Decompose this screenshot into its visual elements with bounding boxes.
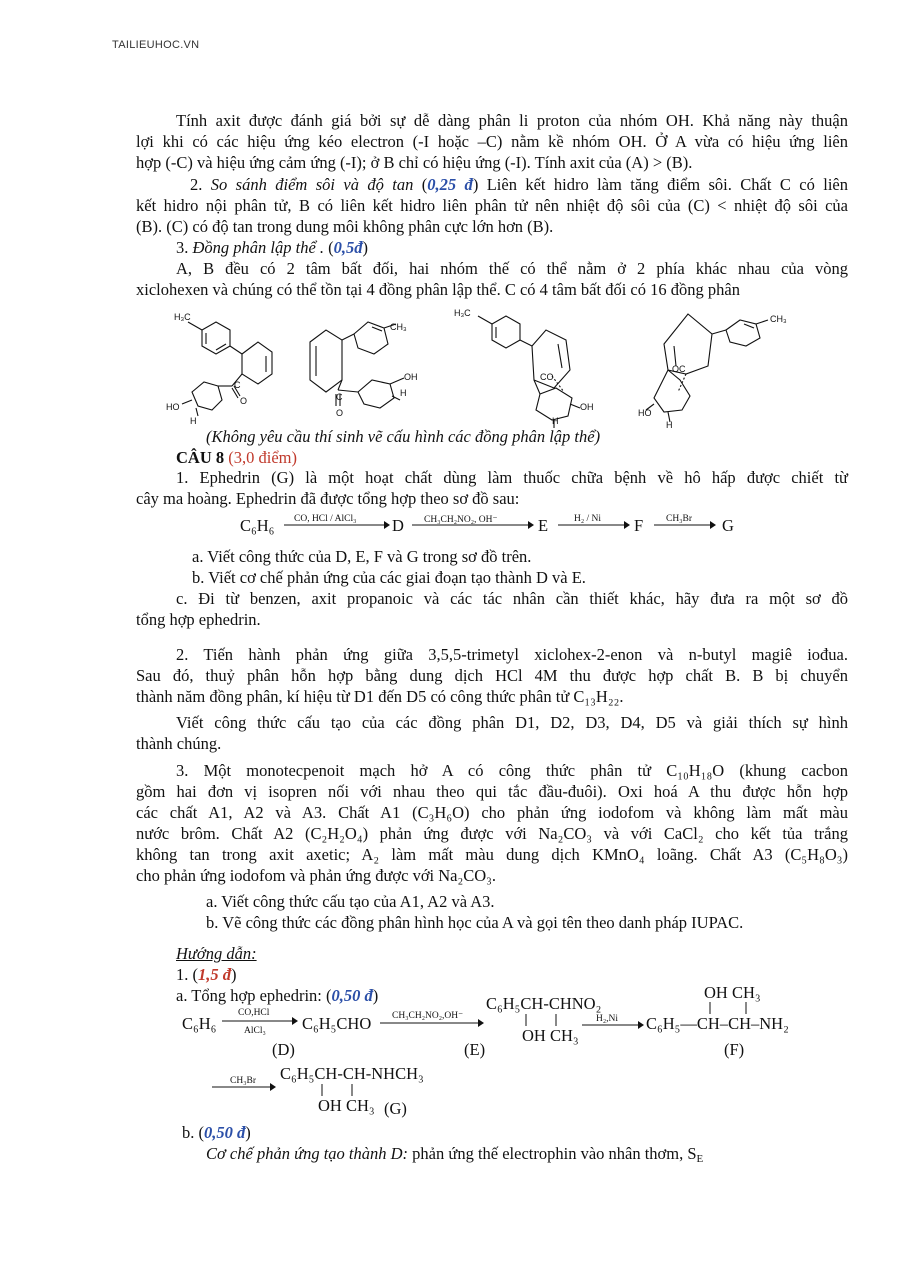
guide-heading: Hướng dẫn:: [176, 944, 257, 963]
text-line: Sau đó, thuỷ phân hỗn hợp bằng dung dịch HCl 4M thu được hợp chất B. B bị chuyển: [136, 666, 848, 685]
mol-label: H: [190, 416, 197, 426]
stereoisomer-structures: [160, 300, 860, 430]
text-line: thành năm đồng phân, kí hiệu từ D1 đến D5 có công thức phân tử C₁₃H₂₂.: [136, 687, 624, 706]
text-line: 1. Ephedrin (G) là một hoạt chất dùng làm thuốc chữa bệnh về hô hấp được chiết từ: [176, 468, 848, 487]
text-line: hợp (-C) và hiệu ứng cảm ứng (-I); ở B chỉ có hiệu ứng (-I). Tính axit của (A) > (B).: [136, 153, 693, 172]
mol-label: H: [400, 388, 407, 398]
mol-label: CH₃: [390, 322, 407, 332]
text-line: (B). (C) có độ tan trong dung môi không phân cực lớn hơn (B).: [136, 217, 554, 236]
guide-part-b: b. (0,50 đ): [182, 1123, 251, 1142]
stereo-heading: 3. Đồng phân lập thể . (0,5đ): [176, 238, 369, 257]
section-title: Đồng phân lập thể .: [192, 238, 325, 257]
mol-label: CO: [540, 372, 554, 382]
text-line: 3. Một monotecpenoit mạch hở A có công thức phân tử C₁₀H₁₈O (khung cacbon: [176, 761, 848, 780]
reaction-arrow: [654, 520, 716, 530]
reagent-label: CH₃CH₂NO₂,OH⁻: [392, 1011, 464, 1021]
section-title: So sánh điểm sôi và độ tan: [210, 175, 414, 194]
guide-section-1: 1. (1,5 đ): [176, 965, 237, 984]
mol-label: C: [234, 380, 241, 390]
reaction-arrow: [222, 1016, 298, 1026]
reagent-label: CH₃Br: [666, 514, 693, 524]
chem-f: C₆H₅—CH–CH–NH₂: [646, 1014, 789, 1033]
question-8-3: [136, 760, 848, 886]
label-e: (E): [464, 1040, 486, 1059]
reaction-arrow: [212, 1082, 276, 1092]
label-g: (G): [384, 1099, 407, 1118]
question-8-2-task: [136, 712, 848, 754]
score-badge: 0,25 đ: [427, 175, 473, 194]
chem-e-bottom: OH CH₃: [522, 1026, 579, 1045]
scheme-f: F: [634, 516, 644, 535]
reagent-label: CH₃Br: [230, 1076, 257, 1086]
structure-a: [182, 322, 272, 416]
text-line: kết hidro nội phân tử, B có liên kết hidro liên phân tử nên nhiệt độ sôi của (C) < nhiệt độ sôi của: [136, 196, 848, 215]
question-8-2: [136, 644, 848, 707]
question-8-1a: a. Viết công thức của D, E, F và G trong sơ đồ trên.: [192, 547, 532, 566]
text-line: A, B đều có 2 tâm bất đối, hai nhóm thế có thể nằm ở 2 phía khác nhau của vòng: [176, 259, 848, 278]
text-line: không tan trong axit axetic; A₂ làm mất màu dung dịch KMnO₄ loãng. Chất A3 (C₅H₈O₃): [136, 845, 848, 864]
text-line: cây ma hoàng. Ephedrin đã được tổng hợp theo sơ đồ sau:: [136, 489, 520, 508]
text-line: Tính axit được đánh giá bởi sự dễ dàng phân li proton của nhóm OH. Khả năng này thuận: [176, 111, 848, 130]
reaction-arrow: [284, 520, 390, 530]
mol-label: CH₃: [770, 314, 787, 324]
reaction-arrow: [412, 520, 534, 530]
text-line: 2. So sánh điểm sôi và độ tan (0,25 đ) Liên kết hidro làm tăng điểm sôi. Chất C có liên: [190, 175, 848, 194]
text-line: nước brôm. Chất A2 (C₂H₂O₄) phản ứng được với Na₂CO₃ và với CaCl₂ cho kết tủa trắng: [136, 824, 848, 843]
score-badge: 1,5 đ: [198, 965, 231, 984]
mol-label: H: [552, 416, 559, 426]
reaction-arrow: [380, 1018, 484, 1028]
reaction-arrow: [558, 520, 630, 530]
reagent-label: CO, HCl / AlCl₃: [294, 514, 357, 524]
chem-f-top: OH CH₃: [704, 983, 761, 1002]
question-8-3a: a. Viết công thức cấu tạo của A1, A2 và A3.: [206, 892, 495, 911]
mol-label: OH: [404, 372, 418, 382]
structure-b: [310, 322, 404, 408]
score-badge: 0,5đ: [333, 238, 363, 257]
boiling-point-paragraph: [136, 174, 848, 237]
text-line: thành chúng.: [136, 734, 222, 753]
mechanism-title: Cơ chế phản ứng tạo thành D:: [206, 1144, 409, 1163]
question-8-heading: CÂU 8 (3,0 điểm): [176, 448, 297, 467]
reagent-label: AlCl₃: [244, 1026, 266, 1036]
mol-label: O: [336, 408, 344, 418]
label-f: (F): [724, 1040, 745, 1059]
acid-strength-paragraph: [136, 110, 848, 173]
stereo-paragraph: [136, 258, 848, 300]
guide-part-a: a. Tổng hợp ephedrin: (0,50 đ): [176, 986, 379, 1005]
text-line: 2. Tiến hành phản ứng giữa 3,5,5-trimetyl xiclohex-2-enon và n-butyl magiê iođua.: [176, 645, 848, 664]
text-line: xiclohexen và chúng có thể tồn tại 4 đồng phân lập thể. C có 4 tâm bất đối có 16 đồng phân: [136, 280, 740, 299]
text-line: cho phản ứng iodofom và phản ứng được với Na₂CO₃.: [136, 866, 497, 885]
chem-g-top: C₆H₅CH-CH-NHCH₃: [280, 1064, 424, 1083]
site-header: TAILIEUHOC.VN: [112, 39, 200, 51]
structure-d: [646, 314, 768, 422]
reagent-label: H₂,Ni: [596, 1014, 619, 1024]
question-8-1b: b. Viết cơ chế phản ứng của các giai đoạn tạo thành D và E.: [192, 568, 586, 587]
mol-label: H₃C: [454, 308, 471, 318]
structure-c: [478, 316, 580, 428]
mol-label: H₃C: [174, 312, 191, 322]
chem-c6h5cho: C₆H₅CHO: [302, 1014, 372, 1033]
text-line: c. Đi từ benzen, axit propanoic và các tác nhân cần thiết khác, hãy đưa ra một sơ đồ: [176, 589, 848, 608]
mechanism-line: Cơ chế phản ứng tạo thành D: phản ứng thế electrophin vào nhân thơm, $S_E$: [206, 1144, 704, 1165]
score-badge: 0,50 đ: [204, 1123, 246, 1142]
mol-label: OH: [580, 402, 594, 412]
mol-label: C: [336, 392, 343, 402]
chem-c6h6: C₆H₆: [182, 1014, 217, 1033]
score-badge: (3,0 điểm): [224, 448, 297, 467]
reagent-label: H₂ / Ni: [574, 514, 602, 524]
reaction-arrow: [582, 1020, 644, 1030]
question-8-3b: b. Vẽ công thức các đồng phân hình học của A và gọi tên theo danh pháp IUPAC.: [206, 913, 744, 932]
mol-label: OC: [672, 364, 686, 374]
scheme-start: C₆H₆: [240, 516, 275, 535]
question-8-1: [136, 467, 848, 509]
label-d: (D): [272, 1040, 295, 1059]
chem-e-top: C₆H₅CH-CHNO₂: [486, 994, 602, 1013]
mol-label: HO: [638, 408, 652, 418]
reagent-label: CH₃CH₂NO₂, OH⁻: [424, 515, 498, 525]
scheme-e: E: [538, 516, 549, 535]
mol-label: HO: [166, 402, 180, 412]
mol-label: H: [666, 420, 673, 430]
scheme-d: D: [392, 516, 404, 535]
mol-label: O: [240, 396, 248, 406]
reagent-label: CO,HCl: [238, 1008, 270, 1018]
scheme-g: G: [722, 516, 734, 535]
text-line: lợi khi có các hiệu ứng kéo electron (-I hoặc –C) nằm kề nhóm OH. Ở A vừa có hiệu ứng liên: [136, 132, 848, 151]
text-line: các chất A1, A2 và A3. Chất A1 (C₃H₆O) cho phản ứng iodofom và không làm mất màu: [136, 803, 848, 822]
chem-g-bottom: OH CH₃: [318, 1096, 375, 1115]
text-line: gồm hai đơn vị isopren nối với nhau theo qui tắc đầu-đuôi). Oxi hoá A thu được hỗn hợp: [136, 782, 848, 801]
score-badge: 0,50 đ: [331, 986, 373, 1005]
structures-note: (Không yêu cầu thí sinh vẽ cấu hình các đồng phân lập thể): [206, 427, 601, 446]
text-line: tổng hợp ephedrin.: [136, 610, 261, 629]
question-8-1c: [136, 588, 848, 630]
text-line: Viết công thức cấu tạo của các đồng phân D1, D2, D3, D4, D5 và giải thích sự hình: [176, 713, 848, 732]
